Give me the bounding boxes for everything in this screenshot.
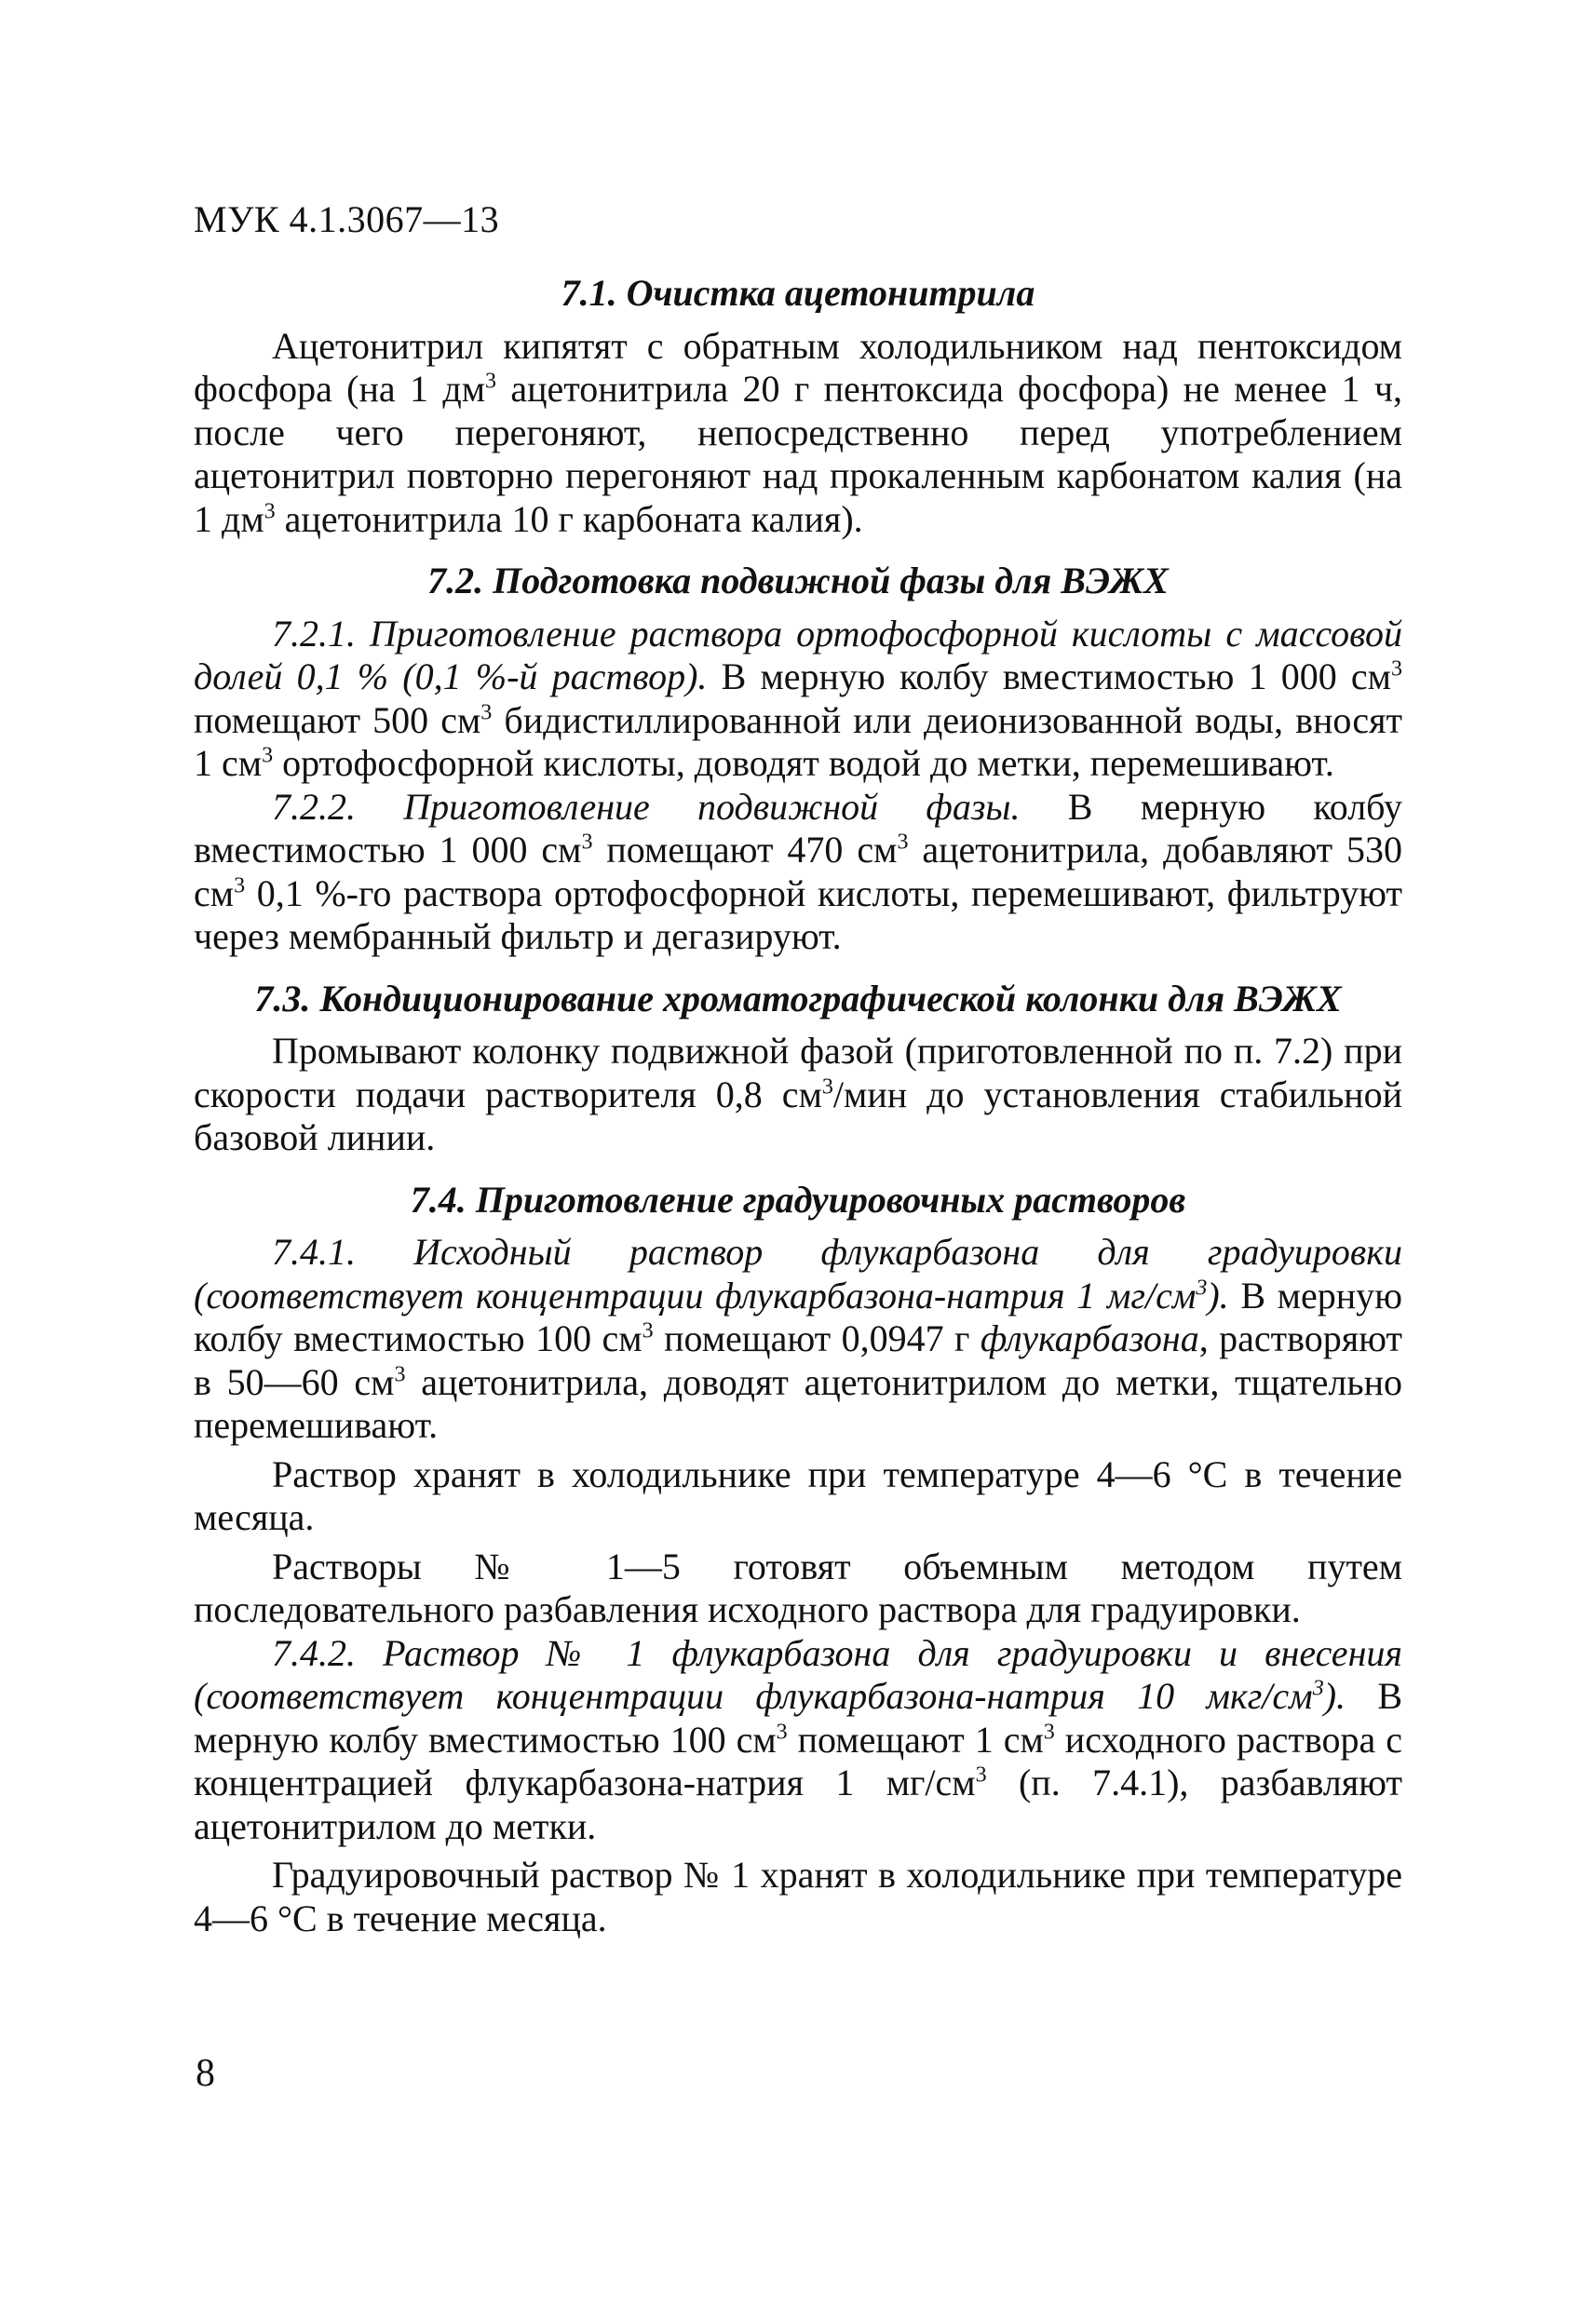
section-7-2-1-paragraph: 7.2.1. Приготовление раствора ортофосфорной кислоты с массовой долей 0,1 % (0,1 %-й раствор). В мерную колбу вместимостью 1 000 $см^3$ помещают 500 $см^3$ бидистиллированной или деионизованной воды, вносят 1 $см^3$ ортофосфорной кислоты, доводят водой до метки, перемешивают.	[194, 612, 1403, 784]
section-7-4-heading: 7.4. Приготовление градуировочных растворов	[410, 1178, 1186, 1221]
storage-paragraph: Раствор хранят в холодильнике при температуре 4—6 °С в течение месяца.	[194, 1452, 1402, 1538]
section-7-1-paragraph: Ацетонитрил кипятят с обратным холодильником над пентоксидом фосфора (на 1 $дм^3$ ацетонитрила 20 г пентоксида фосфора) не менее 1 ч, после чего перегоняют, непосредственно перед употреблением ацетонитрил повторно перегоняют над прокаленным карбонатом калия (на 1 $дм^3$ ацетонитрила 10 г карбоната калия).	[194, 324, 1402, 540]
storage-paragraph-2: Градуировочный раствор № 1 хранят в холодильнике при температуре 4—6 °С в течение месяца.	[194, 1854, 1402, 1939]
section-7-1-heading: 7.1. Очистка ацетонитрила	[561, 272, 1035, 314]
section-7-3-paragraph: Промывают колонку подвижной фазой (приготовленной по п. 7.2) при скорости подачи растворителя 0,8 $см^3$/мин до установления стабильной базовой линии.	[194, 1030, 1402, 1158]
section-7-2-2-paragraph: 7.2.2. Приготовление подвижной фазы. В мерную колбу вместимостью 1 000 $см^3$ помещают 470 $см^3$ ацетонитрила, добавляют 530 $см^3$ 0,1 %-го раствора ортофосфорной кислоты, перемешивают, фильтруют через мембранный фильтр и дегазируют.	[194, 785, 1403, 957]
section-7-4-2-paragraph: 7.4.2. Раствор № 1 флукарбазона для градуировки и внесения (соответствует концентрации флукарбазона-натрия 10 мкг/$см^3$). В мерную колбу вместимостью 100 $см^3$ помещают 1 $см^3$ исходного раствора с концентрацией флукарбазона-натрия 1 $мг/см^3$ (п. 7.4.1), разбавляют ацетонитрилом до метки.	[194, 1631, 1403, 1847]
section-7-3-heading: 7.3. Кондиционирование хроматографической колонки для ВЭЖХ	[254, 977, 1342, 1019]
page-number: 8	[196, 2052, 215, 2095]
document-body	[194, 272, 1402, 1940]
section-7-2-heading: 7.2. Подготовка подвижной фазы для ВЭЖХ	[427, 560, 1169, 601]
document-code-header: МУК 4.1.3067—13	[194, 198, 500, 240]
solutions-paragraph: Растворы № 1—5 готовят объемным методом путем последовательного разбавления исходного раствора для градуировки.	[194, 1545, 1402, 1630]
section-7-4-1-paragraph: 7.4.1. Исходный раствор флукарбазона для градуировки (соответствует концентрации флукарбазона-натрия 1 $мг/см^3$). В мерную колбу вместимостью 100 $см^3$ помещают 0,0947 г флукарбазона, растворяют в 50—60 $см^3$ ацетонитрила, доводят ацетонитрилом до метки, тщательно перемешивают.	[194, 1231, 1403, 1446]
